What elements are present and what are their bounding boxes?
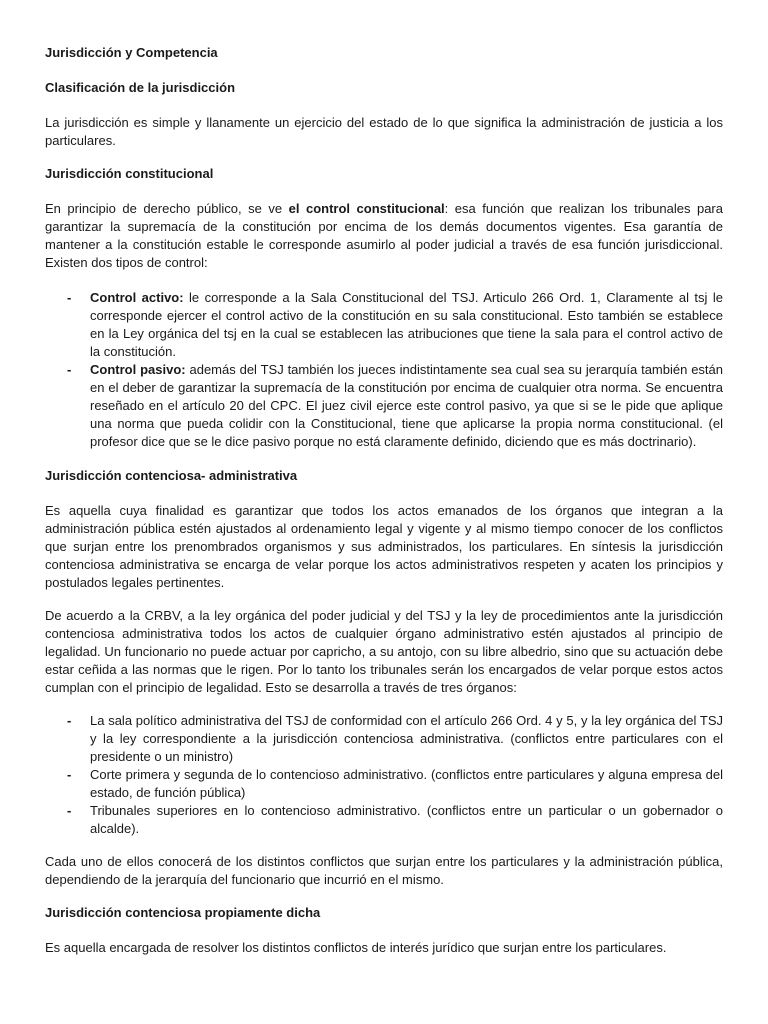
control-activo-label: Control activo: [90,290,184,305]
list-item-control-pasivo [45,361,723,451]
dash-bullet: - [67,803,72,818]
dash-bullet: - [67,713,72,728]
section-heading-contenciosa-administrativa: Jurisdicción contenciosa- administrativa [45,468,298,483]
paragraph-contenciosa-3: Cada uno de ellos conocerá de los distintos conflictos que surjan entre los particulares y la administración pública, dependiendo de la jerarquía del funcionario que incurrió en el mismo. [45,854,723,887]
organo-text: Corte primera y segunda de lo contencioso administrativo. (conflictos entre particulares y alguna empresa del estado, de función pública) [90,767,723,800]
list-item-control-activo [45,289,723,361]
dash-bullet: - [67,767,72,782]
section-heading-constitucional: Jurisdicción constitucional [45,166,214,181]
paragraph-clasificacion: La jurisdicción es simple y llanamente un ejercicio del estado de lo que significa la administración de justicia a los particulares. [45,115,723,148]
document-title: Jurisdicción y Competencia [45,45,218,60]
control-pasivo-label: Control pasivo: [90,362,186,377]
section-heading-contenciosa-propiamente: Jurisdicción contenciosa propiamente dicha [45,905,321,920]
organo-text: Tribunales superiores en lo contencioso administrativo. (conflictos entre un particular o un gobernador o alcalde). [90,803,723,836]
paragraph-contenciosa-propiamente: Es aquella encargada de resolver los distintos conflictos de interés jurídico que surjan entre los particulares. [45,940,667,955]
control-pasivo-text: además del TSJ también los jueces indistintamente sea cual sea su jerarquía también están en el deber de garantizar la supremacía de la constitución por encima de cualquier otra norma. Se encuentra reseñado en el artículo 20 del CPC. El juez civil ejerce este control pasivo, ya que si se le pide que aplique una norma que pueda colidir con la Constitucional, tiene que aplicarse la propia norma constitucional. (el profesor dice que se le dice pasivo porque no está claramente definido, diciendo que es más doctrinario). [90,362,724,449]
paragraph-constitucional-part-a: En principio de derecho público, se ve [45,201,289,216]
paragraph-contenciosa-1: Es aquella cuya finalidad es garantizar que todos los actos emanados de los órganos que integran a la administración pública estén ajustados al ordenamiento legal y vigente y al mismo tiempo conocer de los conflictos que surjan entre los prenombrados organismos y sus administrados, los particulares. En síntesis la jurisdicción contenciosa administrativa se encarga de velar porque los actos administrativos respeten y acaten los principios y postulados legales pertinentes. [45,503,723,590]
list-item-organo [45,766,723,802]
section-heading-clasificacion: Clasificación de la jurisdicción [45,80,236,95]
organos-list [45,712,723,838]
dash-bullet: - [67,290,72,305]
organo-text: La sala político administrativa del TSJ de conformidad con el artículo 266 Ord. 4 y 5, y la ley orgánica del TSJ y la ley correspondiente a la jurisdicción contenciosa administrativa. (conflictos entre particulares con el presidente o un ministro) [90,713,723,764]
paragraph-constitucional-bold: el control constitucional [288,201,445,216]
list-item-organo [45,802,723,838]
control-types-list [45,289,723,451]
paragraph-constitucional-part-b: : esa función que realizan los tribunales para garantizar la supremacía de la constitución por encima de los demás documentos vigentes. Esa garantía de mantener a la constitución estable le corresponde asumirlo al poder judicial a través de esa función jurisdiccional. Existen dos tipos de control: [45,201,723,270]
list-item-organo [45,712,723,766]
control-activo-text: le corresponde a la Sala Constitucional del TSJ. Articulo 266 Ord. 1, Claramente al tsj le corresponde ejercer el control activo de la constitución en su sala constitucional. Esto también se establece en la Ley orgánica del tsj en la cual se establecen las atribuciones que tiene la sala para el control activo de la constitución. [90,290,723,359]
paragraph-constitucional [45,200,723,272]
document-page [45,44,723,957]
paragraph-contenciosa-2: De acuerdo a la CRBV, a la ley orgánica del poder judicial y del TSJ y la ley de procedimientos ante la jurisdicción contenciosa administrativa todos los actos de cualquier órgano administrativo estén ajustados al principio de legalidad. Un funcionario no puede actuar por capricho, a su antojo, con su libre albedrio, sino que su actuación debe estar ceñida a las normas que le rigen. Por lo tanto los tribunales serán los encargados de velar porque estos actos cumplan con el principio de legalidad. Esto se desarrolla a través de tres órganos: [45,608,723,695]
dash-bullet: - [67,362,72,377]
